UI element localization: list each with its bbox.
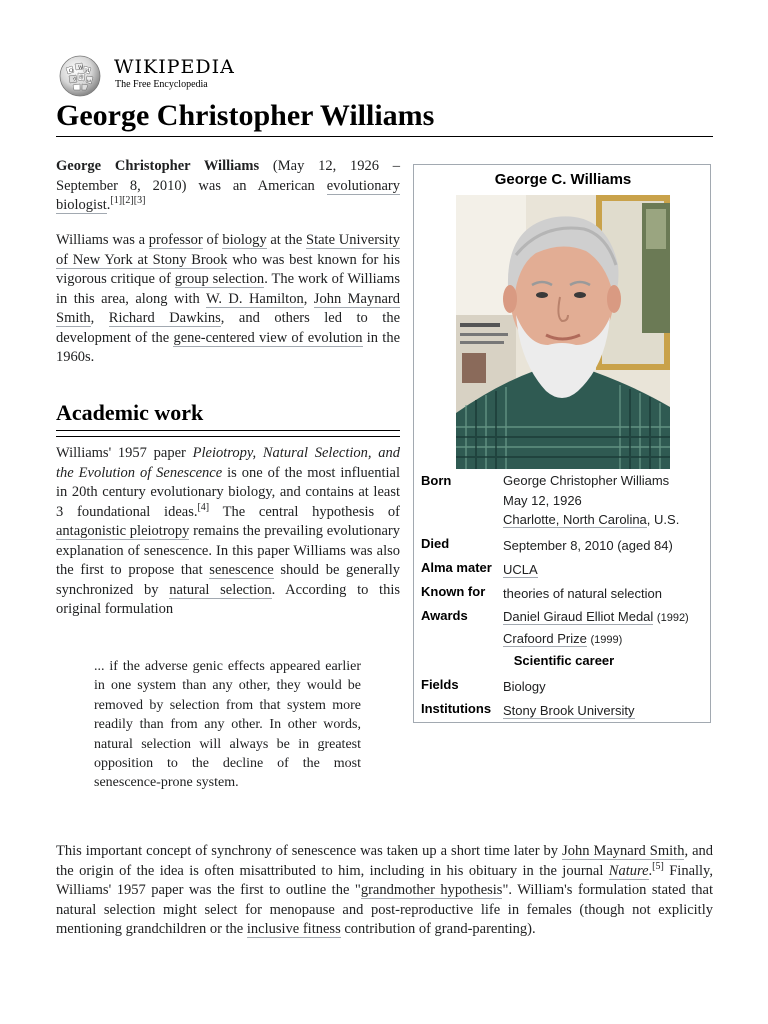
text-run: , and the origin of the idea is often misattributed to him, including in his obituary in the journal	[56, 843, 714, 879]
text-run: remains the prevailing evolutionary explanation of senescence. In this paper Williams was also the first to propose that	[56, 523, 401, 578]
link-natural-selection[interactable]: natural selection	[169, 581, 272, 598]
label-awards: Awards	[421, 608, 468, 623]
ref-2[interactable]: [2]	[122, 195, 134, 207]
link-senescence[interactable]: senescence	[209, 562, 274, 578]
link-suny-stony-brook[interactable]: State University of New York at Stony Brook	[56, 232, 400, 268]
text-run: The central hypothesis of	[209, 503, 400, 520]
award-year: (1999)	[590, 633, 623, 646]
svg-text:Ω: Ω	[69, 68, 74, 74]
link-charlotte[interactable]: Charlotte, North Carolina	[503, 512, 647, 528]
text-run: who was best known for his vigorous critique of	[56, 251, 401, 287]
label-fields: Fields	[421, 677, 459, 692]
wikipedia-globe-icon[interactable]	[56, 54, 104, 98]
text-run: contribution of grand-parenting).	[340, 921, 536, 937]
born-name: George Christopher Williams	[503, 473, 670, 488]
value-alma-mater	[503, 560, 703, 580]
page-title: George Christopher Williams	[56, 99, 435, 132]
label-born: Born	[421, 473, 452, 488]
link-john-maynard-smith[interactable]: John Maynard Smith	[56, 290, 400, 326]
site-name: WIKIPEDIA	[114, 56, 235, 78]
link-gene-centered-view[interactable]: gene-centered view of evolution	[173, 329, 363, 346]
svg-text:И: И	[85, 68, 90, 74]
link-stony-brook-university[interactable]: Stony Brook University	[503, 703, 635, 718]
value-known-for: theories of natural selection	[503, 586, 662, 601]
portrait-photo[interactable]	[456, 195, 670, 469]
link-john-maynard-smith-2[interactable]: John Maynard Smith	[562, 843, 685, 859]
ref-1[interactable]: [1]	[110, 195, 123, 207]
paper-title: Pleiotropy, Natural Selection, and the Evolution of Senescence	[56, 445, 400, 481]
text-run: .	[106, 197, 111, 213]
text-run: , U.S.	[646, 512, 680, 528]
infobox-subheading-career: Scientific career	[513, 653, 615, 668]
value-awards	[503, 607, 703, 650]
svg-text:ウ: ウ	[72, 77, 78, 83]
link-wd-hamilton[interactable]: W. D. Hamilton	[205, 290, 304, 307]
link-antagonistic-pleiotropy[interactable]: antagonistic pleiotropy	[56, 523, 190, 539]
value-born	[503, 471, 703, 530]
section-divider	[56, 436, 400, 437]
title-divider	[56, 136, 713, 137]
link-elliot-medal[interactable]: Daniel Giraud Elliot Medal	[503, 609, 654, 624]
svg-text:ω: ω	[87, 78, 92, 84]
infobox-title: George C. Williams	[494, 171, 632, 188]
text-run: .	[648, 862, 653, 879]
link-inclusive-fitness[interactable]: inclusive fitness	[246, 921, 341, 937]
ref-5[interactable]: [5]	[652, 860, 664, 872]
link-nature-journal[interactable]: Nature	[608, 862, 649, 879]
born-date: May 12, 1926	[503, 492, 582, 508]
value-fields: Biology	[503, 679, 546, 694]
text-run: (May 12, 1926 – September 8, 2010) was an American	[56, 158, 400, 194]
infobox	[413, 164, 711, 723]
text-run: . According to this original formulation	[56, 581, 400, 617]
label-known-for: Known for	[421, 584, 486, 599]
label-alma-mater: Alma mater	[421, 560, 492, 575]
ref-3[interactable]: [3]	[133, 195, 146, 207]
blockquote: ... if the adverse genic effects appeared earlier in one system than any other, they would be removed by selection from that system more readily than from any other. In other words, natural selection will always be in greatest opposition to the decline of the most senescence-prone system.	[94, 659, 361, 791]
link-professor[interactable]: professor	[148, 232, 203, 248]
text-run: Finally, Williams' 1957 paper was the first to outline the "	[56, 862, 713, 898]
text-run: , and others led to the development of the	[56, 310, 401, 346]
value-died: September 8, 2010 (aged 84)	[503, 538, 673, 553]
born-place	[503, 510, 703, 530]
intro-paragraph	[56, 231, 400, 368]
text-run: ,	[90, 310, 109, 326]
link-ucla[interactable]: UCLA	[503, 562, 538, 577]
section-divider	[56, 430, 400, 431]
value-institutions	[503, 701, 703, 721]
label-died: Died	[421, 536, 450, 551]
ref-4[interactable]: [4]	[197, 501, 210, 513]
text-run: Williams' 1957 paper	[56, 445, 193, 461]
text-run: at the	[266, 232, 307, 248]
link-biology[interactable]: biology	[222, 232, 267, 248]
text-run: ". William's formulation stated that natural selection might select for menopause and post-reproductive life in females (though not explicitly mentioning grandchildren or the	[56, 882, 713, 937]
text-run: This important concept of synchrony of senescence was taken up a short time later by	[56, 843, 563, 859]
link-evolutionary-biologist[interactable]: evolutionary biologist	[56, 177, 400, 213]
award-year: (1992)	[656, 612, 689, 624]
text-run: . The work of Williams in this area, along with	[56, 271, 400, 307]
svg-text:W: W	[78, 65, 84, 71]
text-run: is one of the most influential in 20th century evolutionary biology, and contains at least 3 foundational ideas.	[56, 464, 400, 520]
link-group-selection[interactable]: group selection	[174, 271, 265, 287]
text-run: ,	[303, 290, 314, 307]
link-crafoord-prize[interactable]: Crafoord Prize	[503, 630, 587, 646]
academic-paragraph	[56, 444, 400, 620]
label-institutions: Institutions	[421, 701, 492, 716]
text-run: of	[202, 232, 223, 248]
lead-paragraph	[56, 157, 400, 216]
text-run: Williams was a	[56, 232, 149, 248]
text-run: in the 1960s.	[56, 329, 401, 365]
subject-name: George Christopher Williams	[56, 158, 260, 174]
link-richard-dawkins[interactable]: Richard Dawkins	[108, 310, 221, 326]
text-run: should be generally synchronized by	[56, 562, 400, 598]
svg-text:维: 维	[79, 75, 85, 81]
link-grandmother-hypothesis[interactable]: grandmother hypothesis	[360, 882, 503, 898]
wikipedia-wordmark[interactable]	[114, 56, 235, 78]
site-tagline: The Free Encyclopedia	[115, 79, 208, 90]
section-heading-academic-work: Academic work	[56, 400, 204, 425]
synchrony-paragraph	[56, 842, 713, 940]
